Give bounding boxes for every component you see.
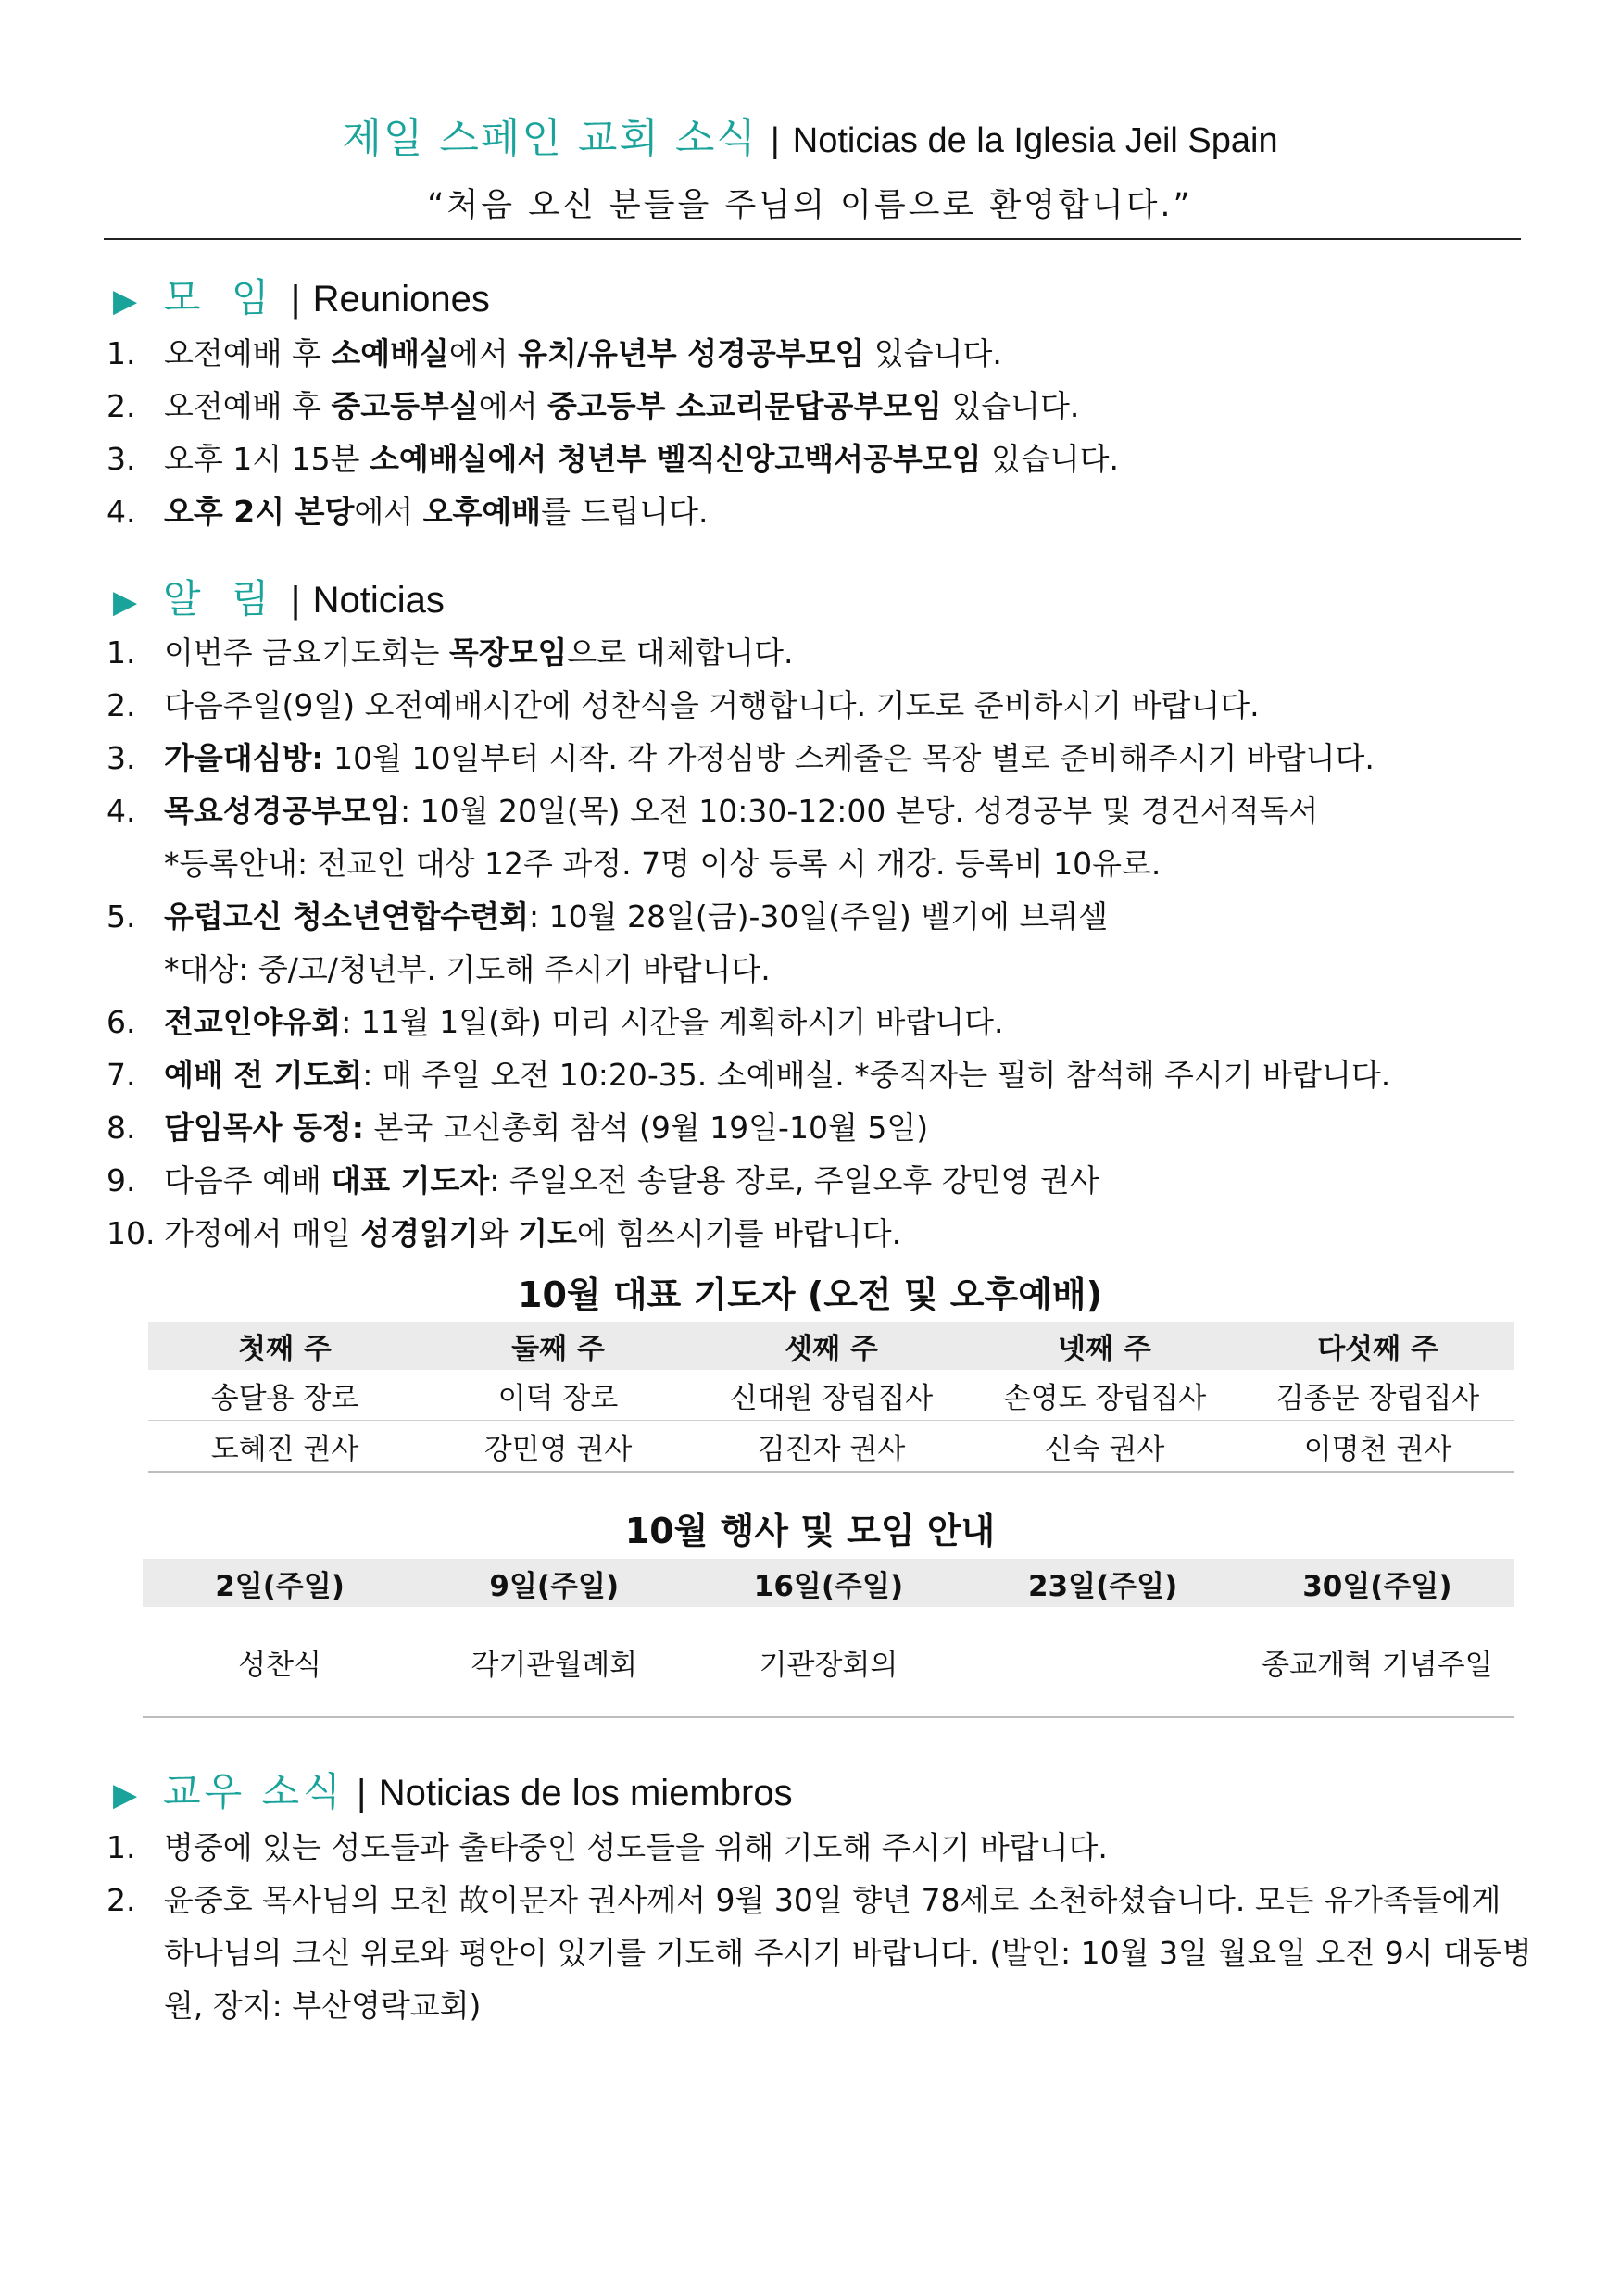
table-header: 30일(주일) (1240, 1559, 1514, 1607)
miembros-list (107, 1821, 1533, 2032)
table-row (148, 1421, 1514, 1473)
play-triangle-icon: ▶ (113, 282, 138, 320)
section-title-spanish: Reuniones (312, 279, 490, 320)
reuniones-list (107, 327, 1119, 538)
list-item: 5. 유럽고신 청소년연합수련회: 10월 28일(금)-30일(주일) 벨기에 브뤼셀 *대상: 중/고/청년부. 기도해 주시기 바랍니다. (107, 890, 1390, 996)
events-table-title: 10월 행사 및 모임 안내 (624, 1511, 996, 1551)
list-item: 3. 오후 1시 15분 소예배실에서 청년부 벨직신앙고백서공부모임 있습니다. (107, 441, 1120, 477)
list-item: 4. 오후 2시 본당에서 오후예배를 드립니다. (107, 494, 709, 530)
prayer-table-title: 10월 대표 기도자 (오전 및 오후예배) (518, 1274, 1102, 1315)
section-title-spanish: Noticias de los miembros (378, 1773, 793, 1813)
section-heading-miembros (113, 1764, 793, 1823)
section-heading-reuniones (113, 270, 490, 329)
table-cell: 이명천 권사 (1241, 1421, 1514, 1473)
table-header: 2일(주일) (143, 1559, 417, 1607)
list-item: 6. 전교인야유회: 11월 1일(화) 미리 시간을 계획하시기 바랍니다. (107, 1004, 1004, 1040)
welcome-subtitle: “처음 오신 분들을 주님의 이름으로 환영합니다.” (427, 187, 1193, 224)
section-title-korean: 교우 소식 (163, 1769, 345, 1814)
table-cell: 김진자 권사 (695, 1421, 968, 1473)
title-korean: 제일 스페인 교회 소식 (342, 115, 758, 162)
list-item: 1. 오전예배 후 소예배실에서 유치/유년부 성경공부모임 있습니다. (107, 335, 1002, 371)
table-cell: 이덕 장로 (421, 1370, 695, 1421)
table-header: 셋째 주 (695, 1322, 968, 1370)
table-cell: 송달용 장로 (148, 1370, 421, 1421)
header-divider (104, 238, 1521, 240)
section-title-korean: 알 림 (163, 576, 279, 621)
table-row (148, 1370, 1514, 1421)
section-separator: | (290, 580, 301, 621)
noticias-list (107, 626, 1390, 1260)
play-triangle-icon: ▶ (113, 1776, 138, 1813)
table-header: 다섯째 주 (1241, 1322, 1514, 1370)
table-cell: 종교개혁 기념주일 (1240, 1607, 1514, 1717)
bulletin-title (0, 109, 1620, 170)
list-item: 4. 목요성경공부모임: 10월 20일(목) 오전 10:30-12:00 본당. 성경공부 및 경건서적독서 *등록안내: 전교인 대상 12주 과정. 7명 이상 등록 시 개강. 등록비 10유로. (107, 784, 1390, 890)
section-heading-noticias (113, 571, 445, 630)
list-item: 1. 병중에 있는 성도들과 출타중인 성도들을 위해 기도해 주시기 바랍니다. (107, 1829, 1108, 1865)
table-cell: 신숙 권사 (968, 1421, 1241, 1473)
table-cell: 기관장회의 (691, 1607, 965, 1717)
table-cell: 강민영 권사 (421, 1421, 695, 1473)
list-item: 1. 이번주 금요기도회는 목장모임으로 대체합니다. (107, 634, 794, 671)
list-item: 2. 다음주일(9일) 오전예배시간에 성찬식을 거행합니다. 기도로 준비하시기 바랍니다. (107, 687, 1260, 723)
list-item-note: *대상: 중/고/청년부. 기도해 주시기 바랍니다. (164, 951, 771, 987)
list-item: 2. 오전예배 후 중고등부실에서 중고등부 소교리문답공부모임 있습니다. (107, 388, 1080, 424)
table-header: 23일(주일) (966, 1559, 1240, 1607)
list-item: 3. 가을대심방: 10월 10일부터 시작. 각 가정심방 스케줄은 목장 별로 준비해주시기 바랍니다. (107, 740, 1375, 776)
title-spanish: Noticias de la Iglesia Jeil Spain (792, 121, 1278, 160)
table-header: 넷째 주 (968, 1322, 1241, 1370)
title-separator: | (770, 121, 780, 160)
table-cell: 도혜진 권사 (148, 1421, 421, 1473)
table-row (143, 1607, 1514, 1717)
prayer-table (148, 1322, 1514, 1473)
table-cell: 성찬식 (143, 1607, 417, 1717)
section-title-korean: 모 임 (163, 275, 279, 320)
section-title-spanish: Noticias (312, 580, 445, 621)
play-triangle-icon: ▶ (113, 583, 138, 621)
table-header: 첫째 주 (148, 1322, 421, 1370)
table-header: 둘째 주 (421, 1322, 695, 1370)
table-header: 9일(주일) (417, 1559, 691, 1607)
list-item: 2. 윤중호 목사님의 모친 故이문자 권사께서 9월 30일 향년 78세로 소천하셨습니다. 모든 유가족들에게 하나님의 크신 위로와 평안이 있기를 기도해 주시기 바랍니다. (발인: 10월 3일 월요일 오전 9시 대동병원, 장지: 부산영락교회) (107, 1882, 1532, 2024)
table-header: 16일(주일) (691, 1559, 965, 1607)
table-cell (966, 1607, 1240, 1717)
table-cell: 손영도 장립집사 (968, 1370, 1241, 1421)
table-cell: 각기관월례회 (417, 1607, 691, 1717)
table-cell: 신대원 장립집사 (695, 1370, 968, 1421)
list-item: 9. 다음주 예배 대표 기도자: 주일오전 송달용 장로, 주일오후 강민영 권사 (107, 1162, 1099, 1198)
events-table (143, 1559, 1514, 1718)
list-item: 10. 가정에서 매일 성경읽기와 기도에 힘쓰시기를 바랍니다. (107, 1215, 902, 1251)
section-separator: | (290, 279, 301, 320)
section-separator: | (357, 1773, 367, 1813)
bulletin-header (0, 109, 1620, 233)
list-item: 8. 담임목사 동정: 본국 고신총회 참석 (9월 19일-10월 5일) (107, 1110, 929, 1146)
list-item-note: *등록안내: 전교인 대상 12주 과정. 7명 이상 등록 시 개강. 등록비 10유로. (164, 846, 1162, 882)
list-item: 7. 예배 전 기도회: 매 주일 오전 10:20-35. 소예배실. *중직자는 필히 참석해 주시기 바랍니다. (107, 1057, 1391, 1093)
table-cell: 김종문 장립집사 (1241, 1370, 1514, 1421)
